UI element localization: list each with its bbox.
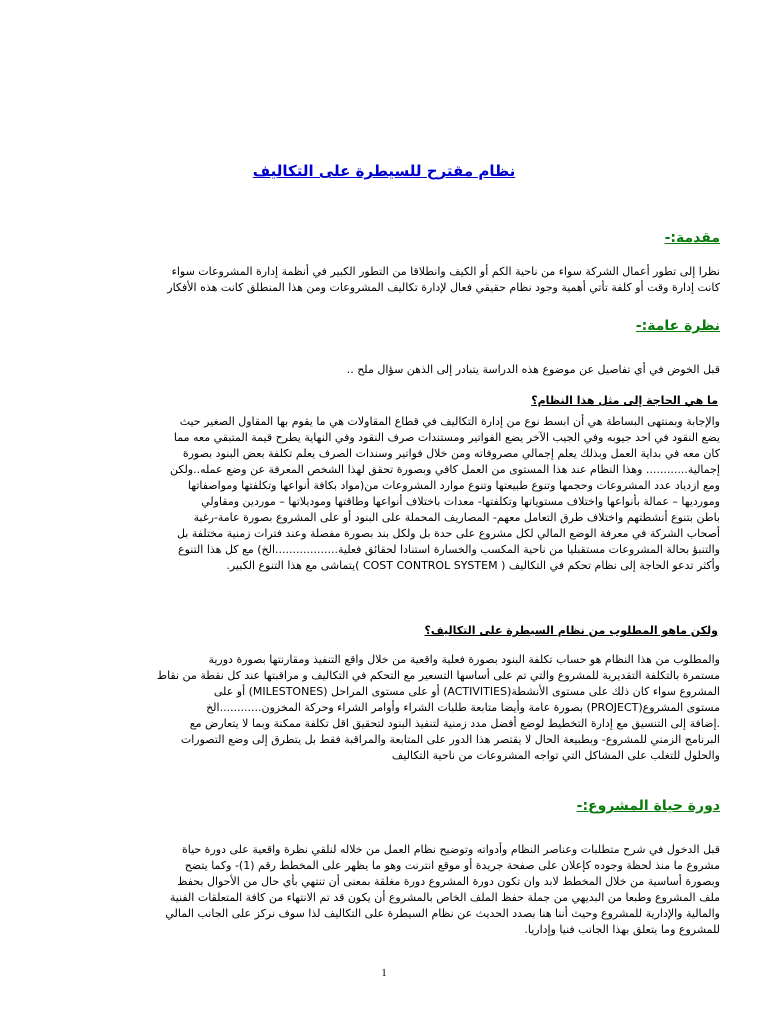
overview-heading: نظرة عامة:- xyxy=(635,318,720,334)
question-requirements: ولكن ماهو المطلوب من نظام السيطرة على التكاليف؟ xyxy=(424,624,718,637)
need-paragraph xyxy=(48,414,720,574)
paragraph-line: قبل الخوض في أي تفاصيل عن موضوع هذه الدراسة يتبادر إلى الذهن سؤال ملح .. xyxy=(346,363,720,376)
paragraph-line: باطن بتنوع أنشطتهم واختلاف طرق التعامل معهم- المصاريف المحملة على البنود أو على المشروع بصورة عامة-رغبة xyxy=(193,511,720,524)
paragraph-line: أصحاب الشركة في معرفة الوضع المالي لكل مشروع على حدة بل ولكل بند بصورة مفصلة وعند فترات زمنية مختلفة بل xyxy=(176,527,720,540)
page-number: 1 xyxy=(381,967,387,979)
paragraph-line: إجمالية............ وهذا النظام عند هذا المستوى من العمل كافي وبصورة تحقق لهذا الشخص المعرفة عن وضع عمله..ولكن xyxy=(170,463,720,476)
paragraph-line: يضع النقود في احد جيوبه وفي الجيب الآخر يضع الفواتير ومستندات صرف النقود وفي النهاية يطرح قيمة المتبقي معه مما xyxy=(173,431,720,444)
paragraph-line: البرنامج الزمني للمشروع- وبطبيعة الحال لا يقتصر هذا الدور على المتابعة والمراقبة فقط بل يتطرق إلى وضع التصورات xyxy=(180,733,720,746)
paragraph-line: والتنبؤ بحالة المشروعات مستقبليا من ناحية المكسب والخسارة استنادا لحقائق فعلية..................الخ) مع كل هذا التنوع xyxy=(178,543,720,556)
paragraph-line: وبصورة أساسية من خلال المخطط لابد وان تكون دورة المشروع دورة مغلقة بمعنى أن تنتهي بأي حال من الأحوال بحفظ xyxy=(177,875,720,888)
lifecycle-paragraph xyxy=(48,842,720,938)
question-need: ما هي الحاجة إلى مثل هذا النظام؟ xyxy=(531,394,718,407)
paragraph-line: والمالية والإدارية للمشروع وحيث أننا هنا بصدد الحديث عن نظام السيطرة على التكاليف لذا سوف نركز على الجانب المالي xyxy=(165,907,720,920)
document-title: نظام مقترح للسيطرة على التكاليف xyxy=(252,162,516,180)
paragraph-line: مستوى المشروع(PROJECT) بصورة عامة وأيضا متابعة طلبات الشراء وأوامر الشراء وحركة المخزون............الخ xyxy=(206,701,720,714)
paragraph-line: والحلول للتغلب على المشاكل التي تواجه المشروعات من ناحية التكاليف xyxy=(391,749,720,762)
paragraph-line: مستمرة بالتكلفة التقديرية للمشروع والتي تم على أساسها التسعير مع التحكم في التكاليف و مراقبتها عند كل نقطة من نقاط xyxy=(156,669,720,682)
paragraph-line: وأكثر تدعو الحاجة إلى نظام تحكم في التكاليف ( COST CONTROL SYSTEM )يتماشى مع هذا التنوع الكبير. xyxy=(226,559,720,572)
paragraph-line: كان معه في بداية العمل وبذلك يعلم إجمالي مصروفاته ومن خلال فواتير وسندات الصرف يعلم تكلفة بعض البنود بصورة xyxy=(182,447,720,460)
requirements-paragraph xyxy=(48,652,720,764)
paragraph-line: نظرا إلى تطور أعمال الشركة سواء من ناحية الكم أو الكيف وانطلاقا من التطور الكبير في أنظمة إدارة المشروعات سواء xyxy=(171,265,720,278)
paragraph-line: ملف المشروع وطبعا من البديهي من جملة حفظ الملف الخاص بالمشروع أن يكون قد تم الانتهاء من كافة المتعلقات الفنية xyxy=(169,891,720,904)
intro-paragraph xyxy=(48,264,720,296)
paragraph-line: ومع ازدياد عدد المشروعات وحجمها وتنوع طبيعتها وتنوع موارد المشروعات من(مواد بكافة أنواعها وتكلفتها ومواصفاتها xyxy=(187,479,720,492)
paragraph-line: المشروع سواء كان ذلك على مستوى الأنشطة(ACTIVITIES) أو على مستوى المراحل (MILESTONES) أو على xyxy=(213,685,720,698)
paragraph-line: ومورديها – عمالة بأنواعها واختلاف مستوياتها وتكلفتها- معدات باختلاف أنواعها وطاقتها وموديلاتها – موردين ومقاولي xyxy=(201,495,720,508)
intro-heading: مقدمة:- xyxy=(664,230,720,246)
paragraph-line: قبل الدخول في شرح متطلبات وعناصر النظام وأدواته وتوضيح نظام العمل من خلاله لنلقي نظرة واقعية على دورة حياة xyxy=(181,843,720,856)
paragraph-line: كانت إدارة وقت أو كلفة تأتي أهمية وجود نظام حقيقي فعال لإدارة تكاليف المشروعات ومن هذا المنطلق كانت هذه الأفكار xyxy=(167,281,720,294)
paragraph-line: والإجابة وبمنتهى البساطة هي أن ابسط نوع من إدارة التكاليف في قطاع المقاولات هي ما يقوم بها المقاول الصغير حيث xyxy=(179,415,720,428)
paragraph-line: .إضافة إلى التنسيق مع إدارة التخطيط لوضع أفضل مدد زمنية لتنفيذ البنود لتحقيق اقل تكلفة ممكنة وبما لا يتعارض مع xyxy=(189,717,720,730)
paragraph-line: والمطلوب من هذا النظام هو حساب تكلفة البنود بصورة فعلية واقعية من خلال واقع التنفيذ ومقارنتها بصورة دورية xyxy=(208,653,720,666)
lifecycle-heading: دورة حياة المشروع:- xyxy=(576,798,720,814)
paragraph-line: للمشروع وما يتعلق بهذا الجانب فنيا وإداريا. xyxy=(524,923,720,936)
paragraph-line: مشروع ما منذ لحظة وجوده كإعلان على صفحة جريدة أو موقع انترنت وهو ما يظهر على المخطط رقم (1)- وكما يتضح xyxy=(184,859,720,872)
overview-paragraph xyxy=(48,362,720,378)
